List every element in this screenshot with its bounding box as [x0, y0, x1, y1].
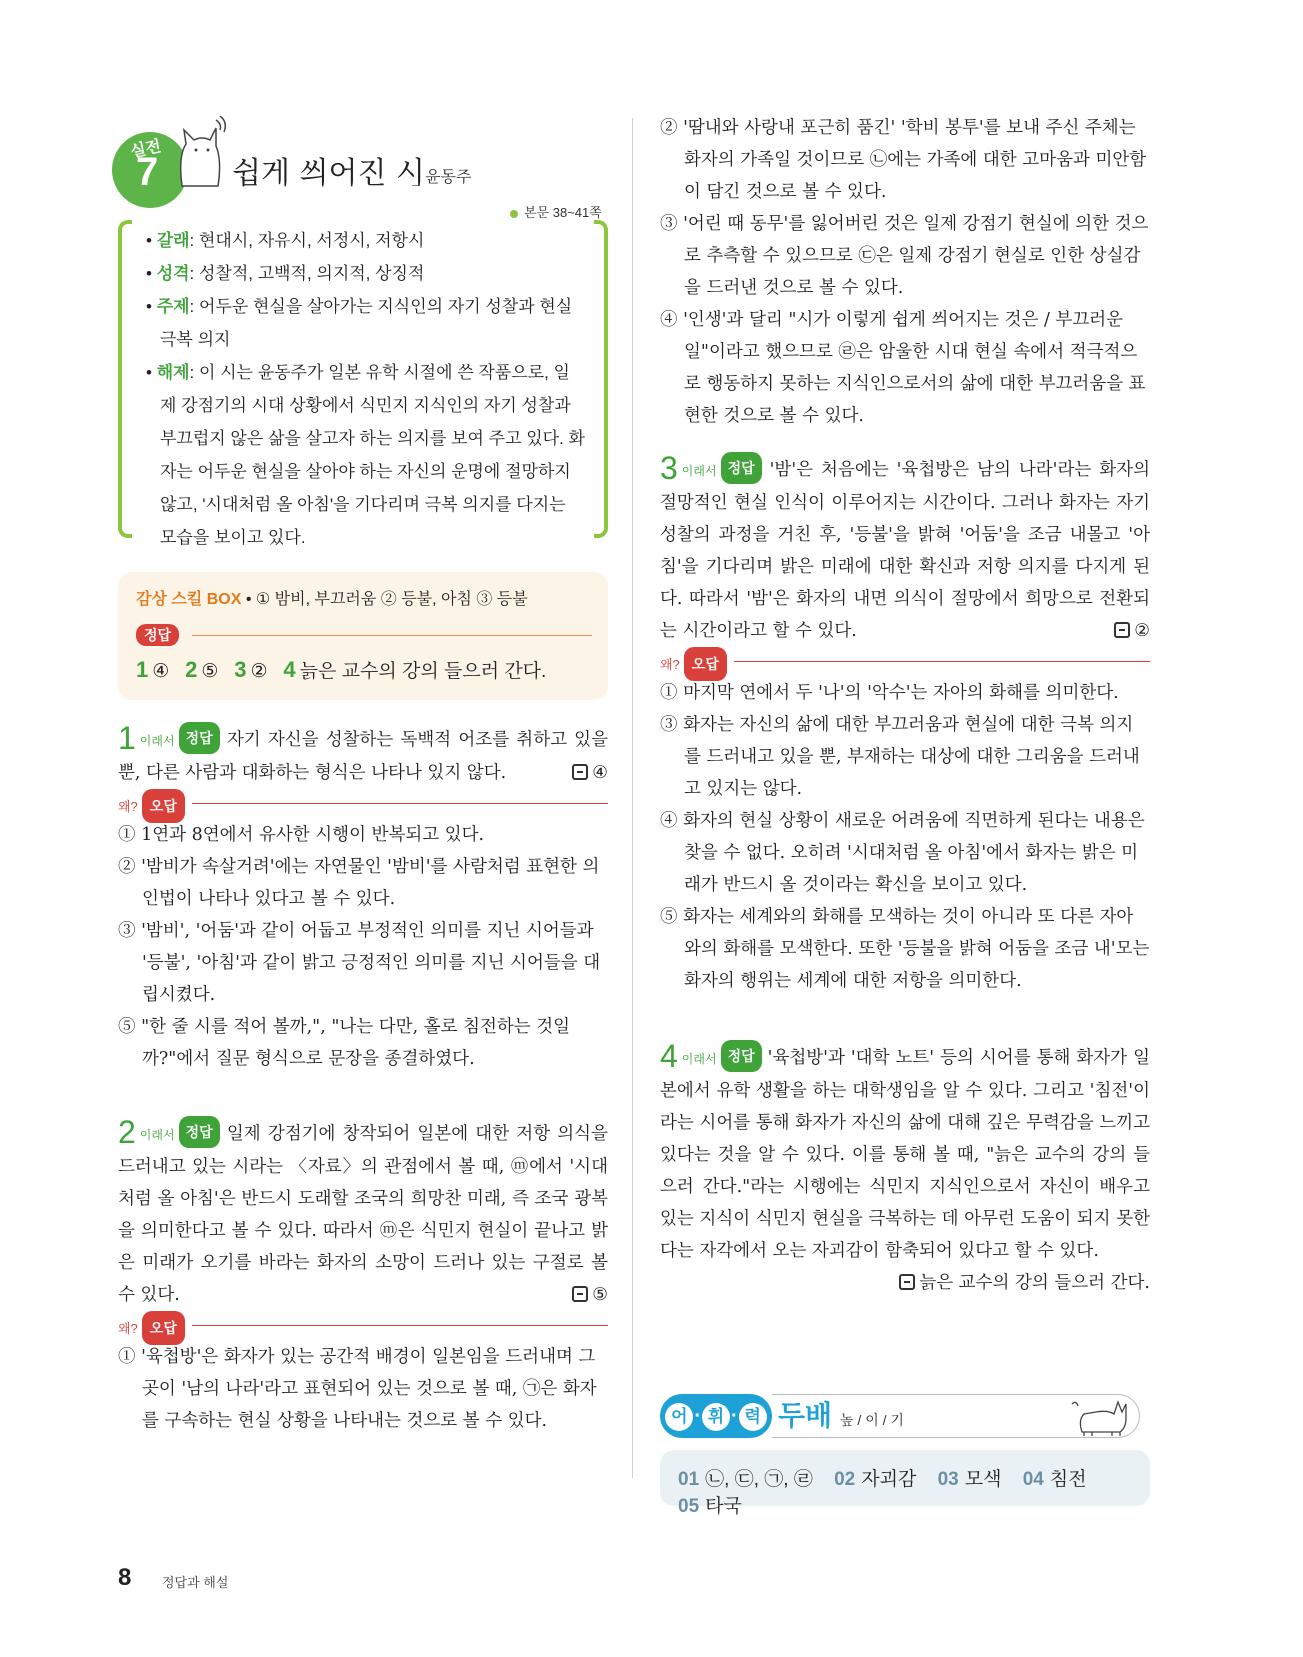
- question-2-continued: [660, 112, 1150, 432]
- vocab-item: 02 자괴감: [834, 1469, 917, 1490]
- source-text: 본문 38~41쪽: [524, 205, 602, 220]
- wrong-option: ④ 화자의 현실 상황이 새로운 어려움에 직면하게 된다는 내용은 찾을 수 없다. 오히려 '시대처럼 올 아침'에서 화자는 밝은 미래가 반드시 올 것이라는 확신을 보이고 있다.: [660, 811, 1145, 895]
- answer-mark: ⑤: [572, 1279, 608, 1311]
- source-reference: [510, 202, 602, 221]
- wrong-option: ① '육첩방'은 화자가 있는 공간적 배경이 일본임을 드러내며 그곳이 '남의 나라'라고 표현되어 있는 것으로 볼 때, ㉠은 화자를 구속하는 현실 상황을 나타내는 것으로 볼 수 있다.: [118, 1347, 597, 1431]
- divider-line: [734, 661, 1150, 662]
- wrong-option: ② '밤비가 속살거려'에는 자연물인 '밤비'를 사람처럼 표현한 의인법이 나타나 있다고 볼 수 있다.: [118, 857, 600, 909]
- question-4-explanation: [660, 1040, 1150, 1299]
- answer-header: [136, 624, 592, 646]
- q2-body: 2 이래서 정답 일제 강점기에 창작되어 일본에 대한 저항 의식을 드러내고 있는 시라는 〈자료〉의 관점에서 볼 때, ⓜ에서 '시대처럼 올 아침'은 반드시 도래할 조국의 희망찬 미래, 즉 조국 광복을 의미한다고 볼 수 있다. 따라서 ⓜ은 식민지 현실이 끝나고 밝은 미래가 오기를 바라는 화자의 소망이 드러나 있는 구절로 볼 수 있다. ⑤: [118, 1116, 608, 1311]
- page-title: 쉽게 씌어진 시: [232, 156, 425, 191]
- wrong-option: ① 1연과 8연에서 유사한 시행이 반복되고 있다.: [118, 825, 485, 845]
- answer-mark: ④: [572, 757, 608, 789]
- divider-line: [192, 803, 608, 804]
- answer-item: 2 ⑤: [185, 657, 219, 682]
- bracket-right: [594, 220, 608, 538]
- question-2-explanation: [118, 1116, 608, 1437]
- bullet-dot-icon: [510, 210, 518, 218]
- page-number: 8: [118, 1564, 132, 1591]
- skill-box: [118, 572, 608, 700]
- vocab-subtitle: 높 / 이 / 기: [840, 1412, 904, 1428]
- vocab-header: [660, 1390, 1150, 1442]
- vocab-item: 03 모색: [937, 1469, 1002, 1490]
- q1-body: 1 이래서 정답 자기 자신을 성찰하는 독백적 어조를 취하고 있을 뿐, 다른 사람과 대화하는 형식은 나타나 있지 않다. ④: [118, 722, 608, 789]
- wrong-option: ⑤ "한 줄 시를 적어 볼까,", "나는 다만, 홀로 침전하는 것일까?"에서 질문 형식으로 문장을 종결하였다.: [118, 1017, 571, 1069]
- answer-item: 1 ④: [136, 657, 170, 682]
- cat-illustration-icon: [1068, 1392, 1132, 1438]
- answer-item: 3 ②: [234, 657, 268, 682]
- wrong-option: ⑤ 화자는 세계와의 화해를 모색하는 것이 아니라 또 다른 자아와의 화해를 모색한다. 또한 '등불을 밝혀 어둠을 조금 내'모는 화자의 행위는 세계에 대한 저항을 의미한다.: [660, 907, 1150, 991]
- divider-line: [192, 1325, 608, 1326]
- wrong-option: ④ '인생'과 달리 "시가 이렇게 쉽게 씌어지는 것은 / 부끄러운 일"이라고 했으므로 ㉣은 암울한 시대 현실 속에서 적극적으로 행동하지 못하는 지식인으로서의 삶에 대한 부끄러움을 표현한 것으로 볼 수 있다.: [660, 310, 1146, 426]
- question-1-explanation: [118, 722, 608, 1075]
- info-theme: • 주제: 어두운 현실을 살아가는 지식인의 자기 성찰과 현실 극복 의지: [146, 297, 573, 349]
- answer-mark: 늙은 교수의 강의 들으러 간다.: [899, 1267, 1150, 1299]
- skill-row: [136, 586, 528, 609]
- answer-icon: [899, 1274, 915, 1290]
- work-info-box: [118, 220, 608, 547]
- section-header: [112, 112, 612, 202]
- skill-text: • ① 밤비, 부끄러움 ② 등불, 아침 ③ 등불: [245, 591, 528, 608]
- vocab-title: 두배: [778, 1400, 833, 1431]
- skill-label: 감상 스킬 BOX: [136, 591, 242, 608]
- footer-label: 정답과 해설: [162, 1575, 229, 1590]
- answer-mark: ②: [1114, 615, 1150, 647]
- answer-badge: 정답: [136, 624, 179, 646]
- q3-body: 3 이래서 정답 '밤'은 처음에는 '육첩방은 남의 나라'라는 화자의 절망적인 현실 인식이 이루어지는 시간이다. 그러나 화자는 자기 성찰의 과정을 거친 후, '등불'을 밝혀 '어둠'을 조금 내몰고 '아침'을 기다리며 밝은 미래에 대한 확신과 저항 의지를 다지게 된다. 따라서 '밤'은 화자의 내면 의식이 절망에서 희망으로 전환되는 시간이라고 할 수 있다. ②: [660, 452, 1150, 647]
- wrong-answer-header: 왜? 오답: [118, 1311, 608, 1341]
- answer-item: 4 늙은 교수의 강의 들으러 간다.: [283, 657, 547, 682]
- vocab-item: 04 침전: [1022, 1469, 1087, 1490]
- wrong-option: ① 마지막 연에서 두 '나'의 '악수'는 자아의 화해를 의미한다.: [660, 683, 1119, 703]
- answer-icon: [572, 1286, 588, 1302]
- divider-line: [192, 635, 592, 636]
- wrong-option: ② '땀내와 사랑내 포근히 품긴' '학비 봉투'를 보내 주신 주체는 화자의 가족일 것이므로 ㉡에는 가족에 대한 고마움과 미안함이 담긴 것으로 볼 수 있다.: [660, 118, 1147, 202]
- q4-body: 4 이래서 정답 '육첩방'과 '대학 노트' 등의 시어를 통해 화자가 일본에서 유학 생활을 하는 대학생임을 알 수 있다. 그리고 '침전'이라는 시어를 통해 화자가 자신의 삶에 대해 깊은 무력감을 느끼고 있다는 것을 알 수 있다. 이를 통해 볼 때, "늙은 교수의 강의 들으러 간다."라는 시행에는 식민지 지식인으로서 자신이 배우고 있는 지식이 식민지 현실을 극복하는 데 아무런 도움이 되지 못한다는 자각에서 오는 자괴감이 함축되어 있다고 할 수 있다. 늙은 교수의 강의 들으러 간다.: [660, 1040, 1150, 1267]
- wrong-option: ③ '밤비', '어둠'과 같이 어둡고 부정적인 의미를 지닌 시어들과 '등불', '아침'과 같이 밝고 긍정적인 의미를 지닌 시어들을 대립시켰다.: [118, 921, 601, 1005]
- info-comment: • 해제: 이 시는 윤동주가 일본 유학 시절에 쓴 작품으로, 일제 강점기의 시대 상황에서 식민지 지식인의 자기 성찰과 부끄럽지 않은 삶을 살고자 하는 의지를 보여 주고 있다. 화자는 어두운 현실을 살아야 하는 자신의 운명에 절망하지 않고, '시대처럼 올 아침'을 기다리며 극복 의지를 다지는 모습을 보이고 있다.: [146, 363, 585, 547]
- question-3-explanation: [660, 452, 1150, 997]
- vocab-item: 01 ㉡, ㉢, ㉠, ㉣: [678, 1469, 813, 1490]
- badge-label: 실전: [128, 135, 163, 161]
- answer-icon: [1114, 622, 1130, 638]
- cat-illustration-icon: [172, 116, 228, 192]
- wrong-option: ③ 화자는 자신의 삶에 대한 부끄러움과 현실에 대한 극복 의지를 드러내고 있을 뿐, 부재하는 대상에 대한 그리움을 드러내고 있지는 않다.: [660, 715, 1140, 799]
- answer-summary: [136, 656, 546, 683]
- bracket-left: [118, 220, 132, 538]
- wrong-answer-header: 왜? 오답: [660, 647, 1150, 677]
- vocab-answers: [660, 1450, 1150, 1517]
- wrong-option: ③ '어린 때 동무'를 잃어버린 것은 일제 강점기 현실에 의한 것으로 추측할 수 있으므로 ㉢은 일제 강점기 현실로 인한 상실감을 드러낸 것으로 볼 수 있다.: [660, 214, 1149, 298]
- vocab-pill: 어 · 휘 · 력: [660, 1394, 772, 1438]
- column-divider: [632, 118, 633, 1478]
- vocab-item: 05 타국: [678, 1496, 742, 1517]
- badge-number: 7: [136, 150, 159, 194]
- answer-icon: [572, 764, 588, 780]
- wrong-answer-header: 왜? 오답: [118, 789, 608, 819]
- author: _ 윤동주: [412, 167, 472, 186]
- info-genre: • 갈래: 현대시, 자유시, 서정시, 저항시: [146, 231, 425, 250]
- info-nature: • 성격: 성찰적, 고백적, 의지적, 상징적: [146, 264, 425, 283]
